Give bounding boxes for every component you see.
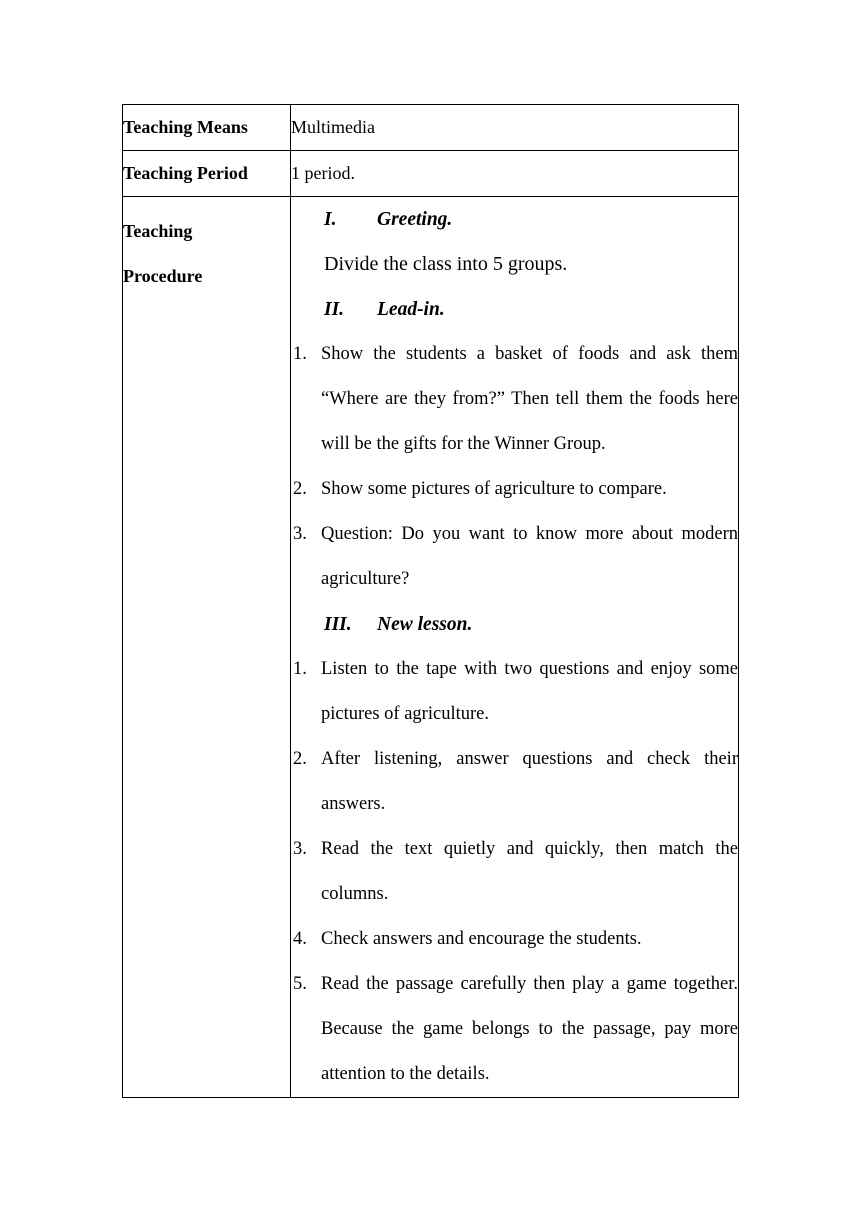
teaching-procedure-label-line2: Procedure: [123, 266, 203, 286]
section-number: III.: [324, 614, 352, 635]
section-heading-greeting: [291, 197, 738, 242]
teaching-period-row: [123, 151, 739, 197]
list-item-number: 1.: [293, 659, 307, 679]
list-item-text: Check answers and encourage the students.: [321, 929, 642, 949]
list-item-number: 4.: [293, 929, 307, 949]
list-item-number: 3.: [293, 524, 307, 544]
list-item-number: 2.: [293, 479, 307, 499]
list-item-number: 3.: [293, 839, 307, 859]
teaching-means-value: Multimedia: [291, 105, 739, 151]
list-item: [291, 962, 738, 1097]
list-item: [291, 737, 738, 827]
list-item: [291, 512, 738, 602]
section-title: Greeting.: [377, 209, 453, 230]
teaching-procedure-row: [123, 197, 739, 1098]
list-item-text: Listen to the tape with two questions and enjoy some pictures of agriculture.: [321, 659, 738, 724]
list-item-number: 2.: [293, 749, 307, 769]
teaching-period-label: Teaching Period: [123, 151, 291, 197]
list-item: [291, 467, 738, 512]
teaching-period-value: 1 period.: [291, 151, 739, 197]
teaching-means-row: [123, 105, 739, 151]
teaching-means-label: Teaching Means: [123, 105, 291, 151]
list-item: [291, 917, 738, 962]
section-heading-new-lesson: [291, 602, 738, 647]
section-heading-lead-in: [291, 287, 738, 332]
section-title: New lesson.: [377, 614, 473, 635]
list-item: [291, 827, 738, 917]
list-item-text: Read the text quietly and quickly, then match the columns.: [321, 839, 738, 904]
teaching-procedure-label-line1: Teaching: [123, 221, 193, 241]
greeting-text: Divide the class into 5 groups.: [324, 253, 568, 275]
list-item-text: After listening, answer questions and check their answers.: [321, 749, 738, 814]
list-item-number: 1.: [293, 344, 307, 364]
list-item-text: Read the passage carefully then play a game together. Because the game belongs to the passage, pay more attention to the details.: [321, 974, 738, 1084]
list-item-number: 5.: [293, 974, 307, 994]
list-item-text: Question: Do you want to know more about modern agriculture?: [321, 524, 738, 589]
list-item-text: Show the students a basket of foods and ask them “Where are they from?” Then tell them the foods here will be the gifts for the Winner Group.: [321, 344, 738, 454]
section-number: I.: [324, 209, 337, 230]
teaching-procedure-content: [291, 197, 739, 1098]
section-title: Lead-in.: [377, 299, 445, 320]
list-item-text: Show some pictures of agriculture to compare.: [321, 479, 667, 499]
list-item: [291, 647, 738, 737]
lesson-plan-table: [122, 104, 739, 1098]
list-item: [291, 332, 738, 467]
section-number: II.: [324, 299, 345, 320]
teaching-procedure-label: [123, 197, 291, 1098]
